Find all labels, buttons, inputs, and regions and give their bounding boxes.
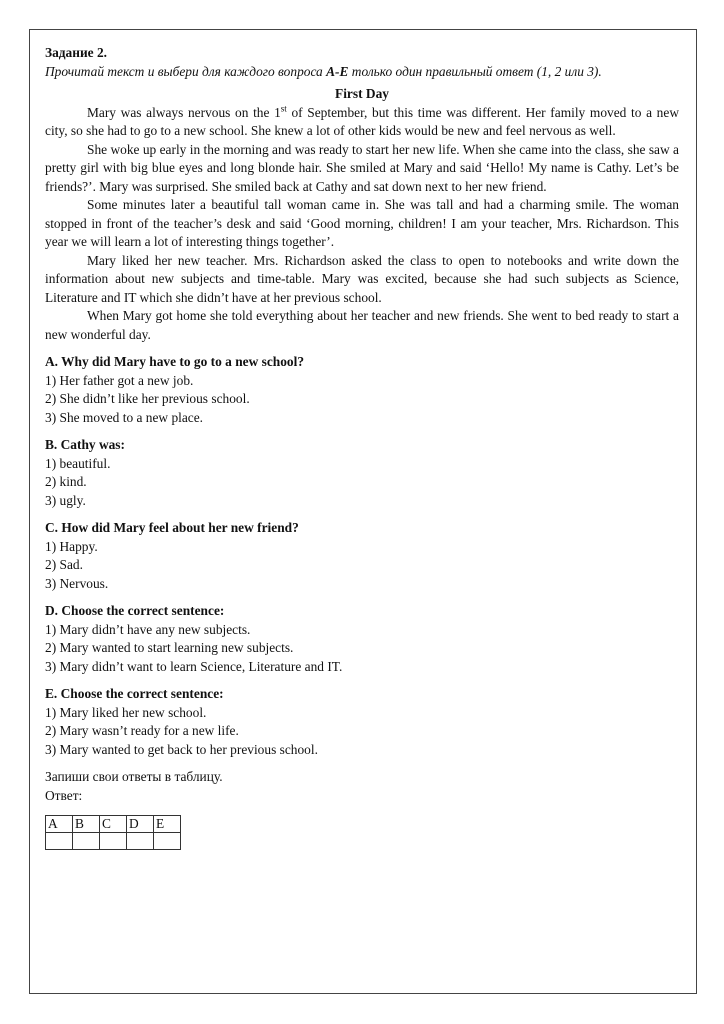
answer-cell-b[interactable] xyxy=(73,833,100,850)
question-e xyxy=(45,685,679,759)
instruction-bold: A-E xyxy=(326,63,349,79)
answer-option: 3) Mary didn’t want to learn Science, Literature and IT. xyxy=(45,658,343,674)
answer-header-cell: A xyxy=(46,816,73,833)
task-instruction xyxy=(45,63,679,82)
answer-option: 1) Her father got a new job. xyxy=(45,372,194,388)
paragraph-5: When Mary got home she told everything about her teacher and new friends. She went to bed ready to start a new wonderful day. xyxy=(45,308,679,342)
superscript: st xyxy=(280,103,287,114)
answer-table xyxy=(45,815,181,850)
answer-option: 2) Sad. xyxy=(45,557,83,572)
answer-option: 2) Mary wasn’t ready for a new life. xyxy=(45,723,239,738)
question-title: A. Why did Mary have to go to a new school? xyxy=(45,354,305,369)
instruction-text: Прочитай текст и выбери для каждого вопроса xyxy=(45,63,327,79)
answer-option: 1) Happy. xyxy=(45,538,98,554)
document-body xyxy=(45,44,679,850)
story-title: First Day xyxy=(335,86,389,101)
question-title: C. How did Mary feel about her new friend? xyxy=(45,520,299,535)
answer-cell-c[interactable] xyxy=(100,833,127,850)
answer-header-cell: D xyxy=(127,816,154,833)
answer-option: 1) Mary liked her new school. xyxy=(45,704,207,720)
question-a xyxy=(45,353,679,427)
question-title: B. Cathy was: xyxy=(45,437,125,452)
question-title: D. Choose the correct sentence: xyxy=(45,603,225,618)
answer-option: 3) ugly. xyxy=(45,492,86,508)
answer-cell-a[interactable] xyxy=(46,833,73,850)
question-title: E. Choose the correct sentence: xyxy=(45,686,224,701)
answer-table-header-row xyxy=(46,816,181,833)
instruction-text-end: только один правильный ответ (1, 2 или 3). xyxy=(348,63,602,79)
answer-option: 1) beautiful. xyxy=(45,455,111,471)
answer-option: 1) Mary didn’t have any new subjects. xyxy=(45,621,251,637)
answer-table-input-row xyxy=(46,833,181,850)
answer-option: 3) She moved to a new place. xyxy=(45,409,204,425)
task-title: Задание 2. xyxy=(45,45,107,60)
answer-header-cell: B xyxy=(73,816,100,833)
answer-cell-e[interactable] xyxy=(154,833,181,850)
answer-option: 2) Mary wanted to start learning new subjects. xyxy=(45,640,294,655)
question-c xyxy=(45,519,679,593)
answer-option: 2) kind. xyxy=(45,474,87,489)
paragraph-1 xyxy=(45,104,679,141)
answer-header-cell: E xyxy=(154,816,181,833)
answer-option: 2) She didn’t like her previous school. xyxy=(45,391,250,406)
question-b xyxy=(45,436,679,510)
answer-option: 3) Nervous. xyxy=(45,575,109,591)
answer-header-cell: C xyxy=(100,816,127,833)
paragraph-1-end: of September, but this time was different. Her family moved to a new city, so she had to go to a new school. She knew a lot of other kids would be new and feel nervous as well. xyxy=(45,104,679,138)
answer-option: 3) Mary wanted to get back to her previous school. xyxy=(45,741,318,757)
answer-cell-d[interactable] xyxy=(127,833,154,850)
paragraph-4: Mary liked her new teacher. Mrs. Richardson asked the class to open to notebooks and write down the information about new subjects and time-table. Mary was excited, because she had such subjects as Science, Literature and IT which she didn’t have at her previous school. xyxy=(45,252,679,305)
paragraph-1-start: Mary was always nervous on the 1 xyxy=(87,104,281,120)
question-d xyxy=(45,602,679,676)
answer-instruction: Запиши свои ответы в таблицу. xyxy=(45,769,223,784)
paragraph-2: She woke up early in the morning and was ready to start her new life. When she came into the class, she saw a pretty girl with big blue eyes and long blonde hair. She smiled at Mary and said ‘Hello! My name is Cathy. Let’s be friends?’. Mary was surprised. She smiled back at Cathy and sat down next to her new friend. xyxy=(45,141,679,194)
answer-label: Ответ: xyxy=(45,787,83,803)
paragraph-3: Some minutes later a beautiful tall woman came in. She was tall and had a charming smile. The woman stopped in front of the teacher’s desk and said ‘Good morning, children! I am your teacher, Mrs. Richardson. This year we will learn a lot of interesting things together’. xyxy=(45,197,679,249)
